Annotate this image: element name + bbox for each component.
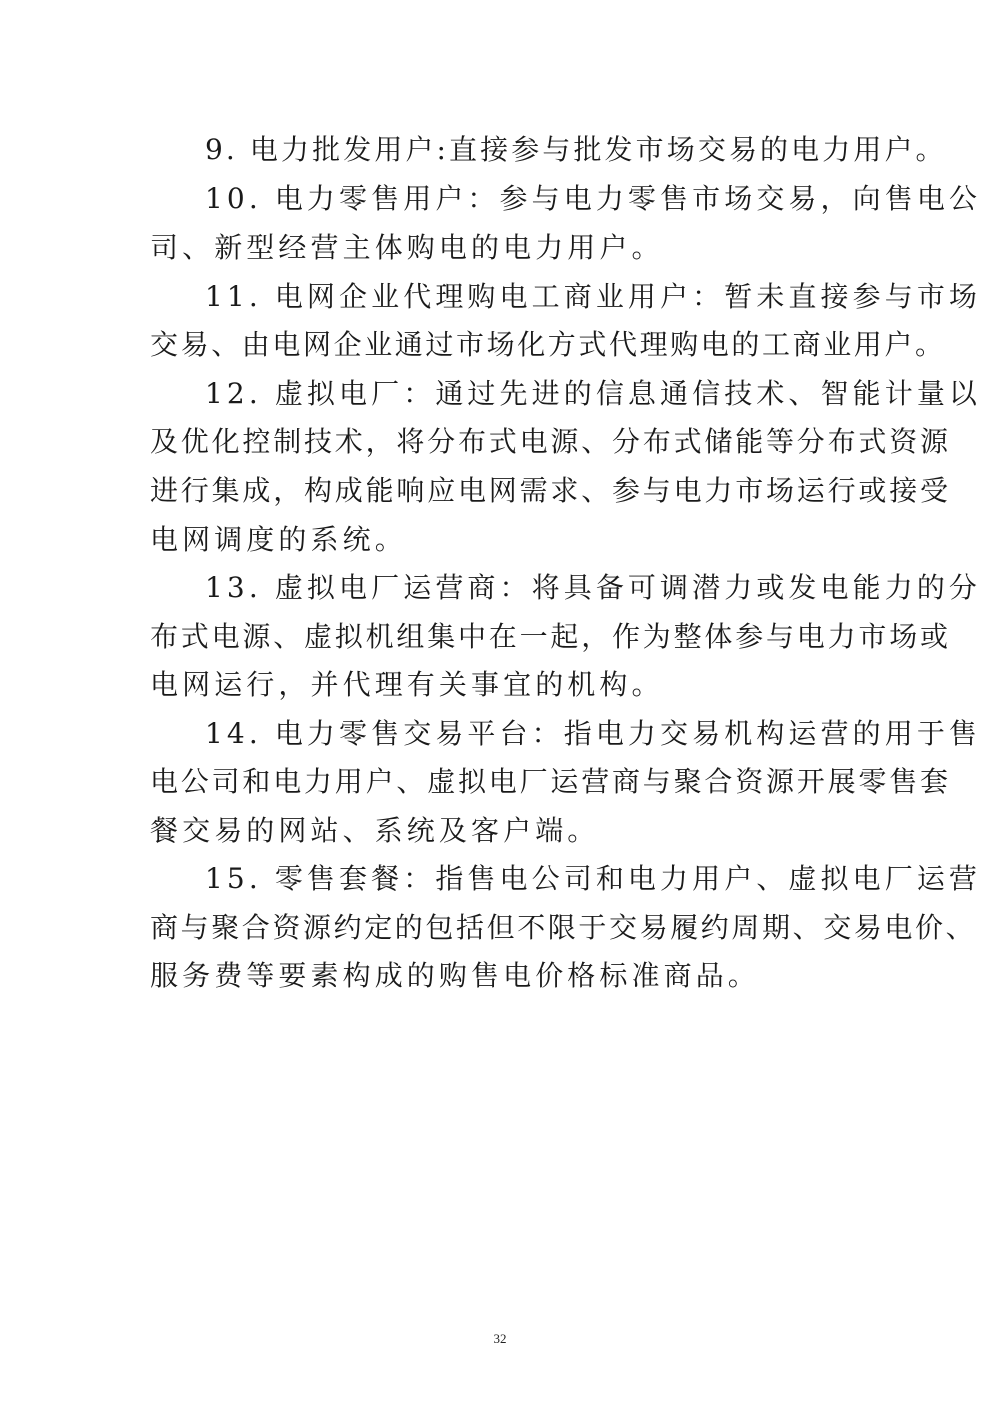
paragraph-line: 电网调度的系统。: [150, 523, 407, 556]
paragraph-line: 电网运行，并代理有关事宜的机构。: [150, 668, 664, 701]
paragraph-line: 餐交易的网站、系统及客户端。: [150, 814, 600, 847]
paragraph-line: 12. 虚拟电厂：通过先进的信息通信技术、智能计量以: [205, 377, 982, 410]
paragraph-line: 9. 电力批发用户:直接参与批发市场交易的电力用户。: [205, 133, 947, 166]
paragraph-line: 电公司和电力用户、虚拟电厂运营商与聚合资源开展零售套: [150, 765, 951, 798]
paragraph-line: 及优化控制技术，将分布式电源、分布式储能等分布式资源: [150, 425, 951, 458]
paragraph-line: 布式电源、虚拟机组集中在一起，作为整体参与电力市场或: [150, 620, 951, 653]
paragraph-line: 服务费等要素构成的购售电价格标准商品。: [150, 959, 760, 992]
paragraph-line: 11. 电网企业代理购电工商业用户：暂未直接参与市场: [205, 280, 982, 313]
paragraph-line: 15. 零售套餐：指售电公司和电力用户、虚拟电厂运营: [205, 862, 982, 895]
paragraph-line: 司、新型经营主体购电的电力用户。: [150, 231, 664, 264]
paragraph-line: 商与聚合资源约定的包括但不限于交易履约周期、交易电价、: [150, 911, 977, 944]
paragraph-line: 14. 电力零售交易平台：指电力交易机构运营的用于售: [205, 717, 982, 750]
paragraph-line: 进行集成，构成能响应电网需求、参与电力市场运行或接受: [150, 474, 951, 507]
paragraph-line: 交易、由电网企业通过市场化方式代理购电的工商业用户。: [150, 328, 946, 361]
paragraph-line: 13. 虚拟电厂运营商：将具备可调潜力或发电能力的分: [205, 571, 982, 604]
paragraph-line: 10. 电力零售用户：参与电力零售市场交易，向售电公: [205, 182, 982, 215]
page-number: 32: [493, 1331, 507, 1346]
